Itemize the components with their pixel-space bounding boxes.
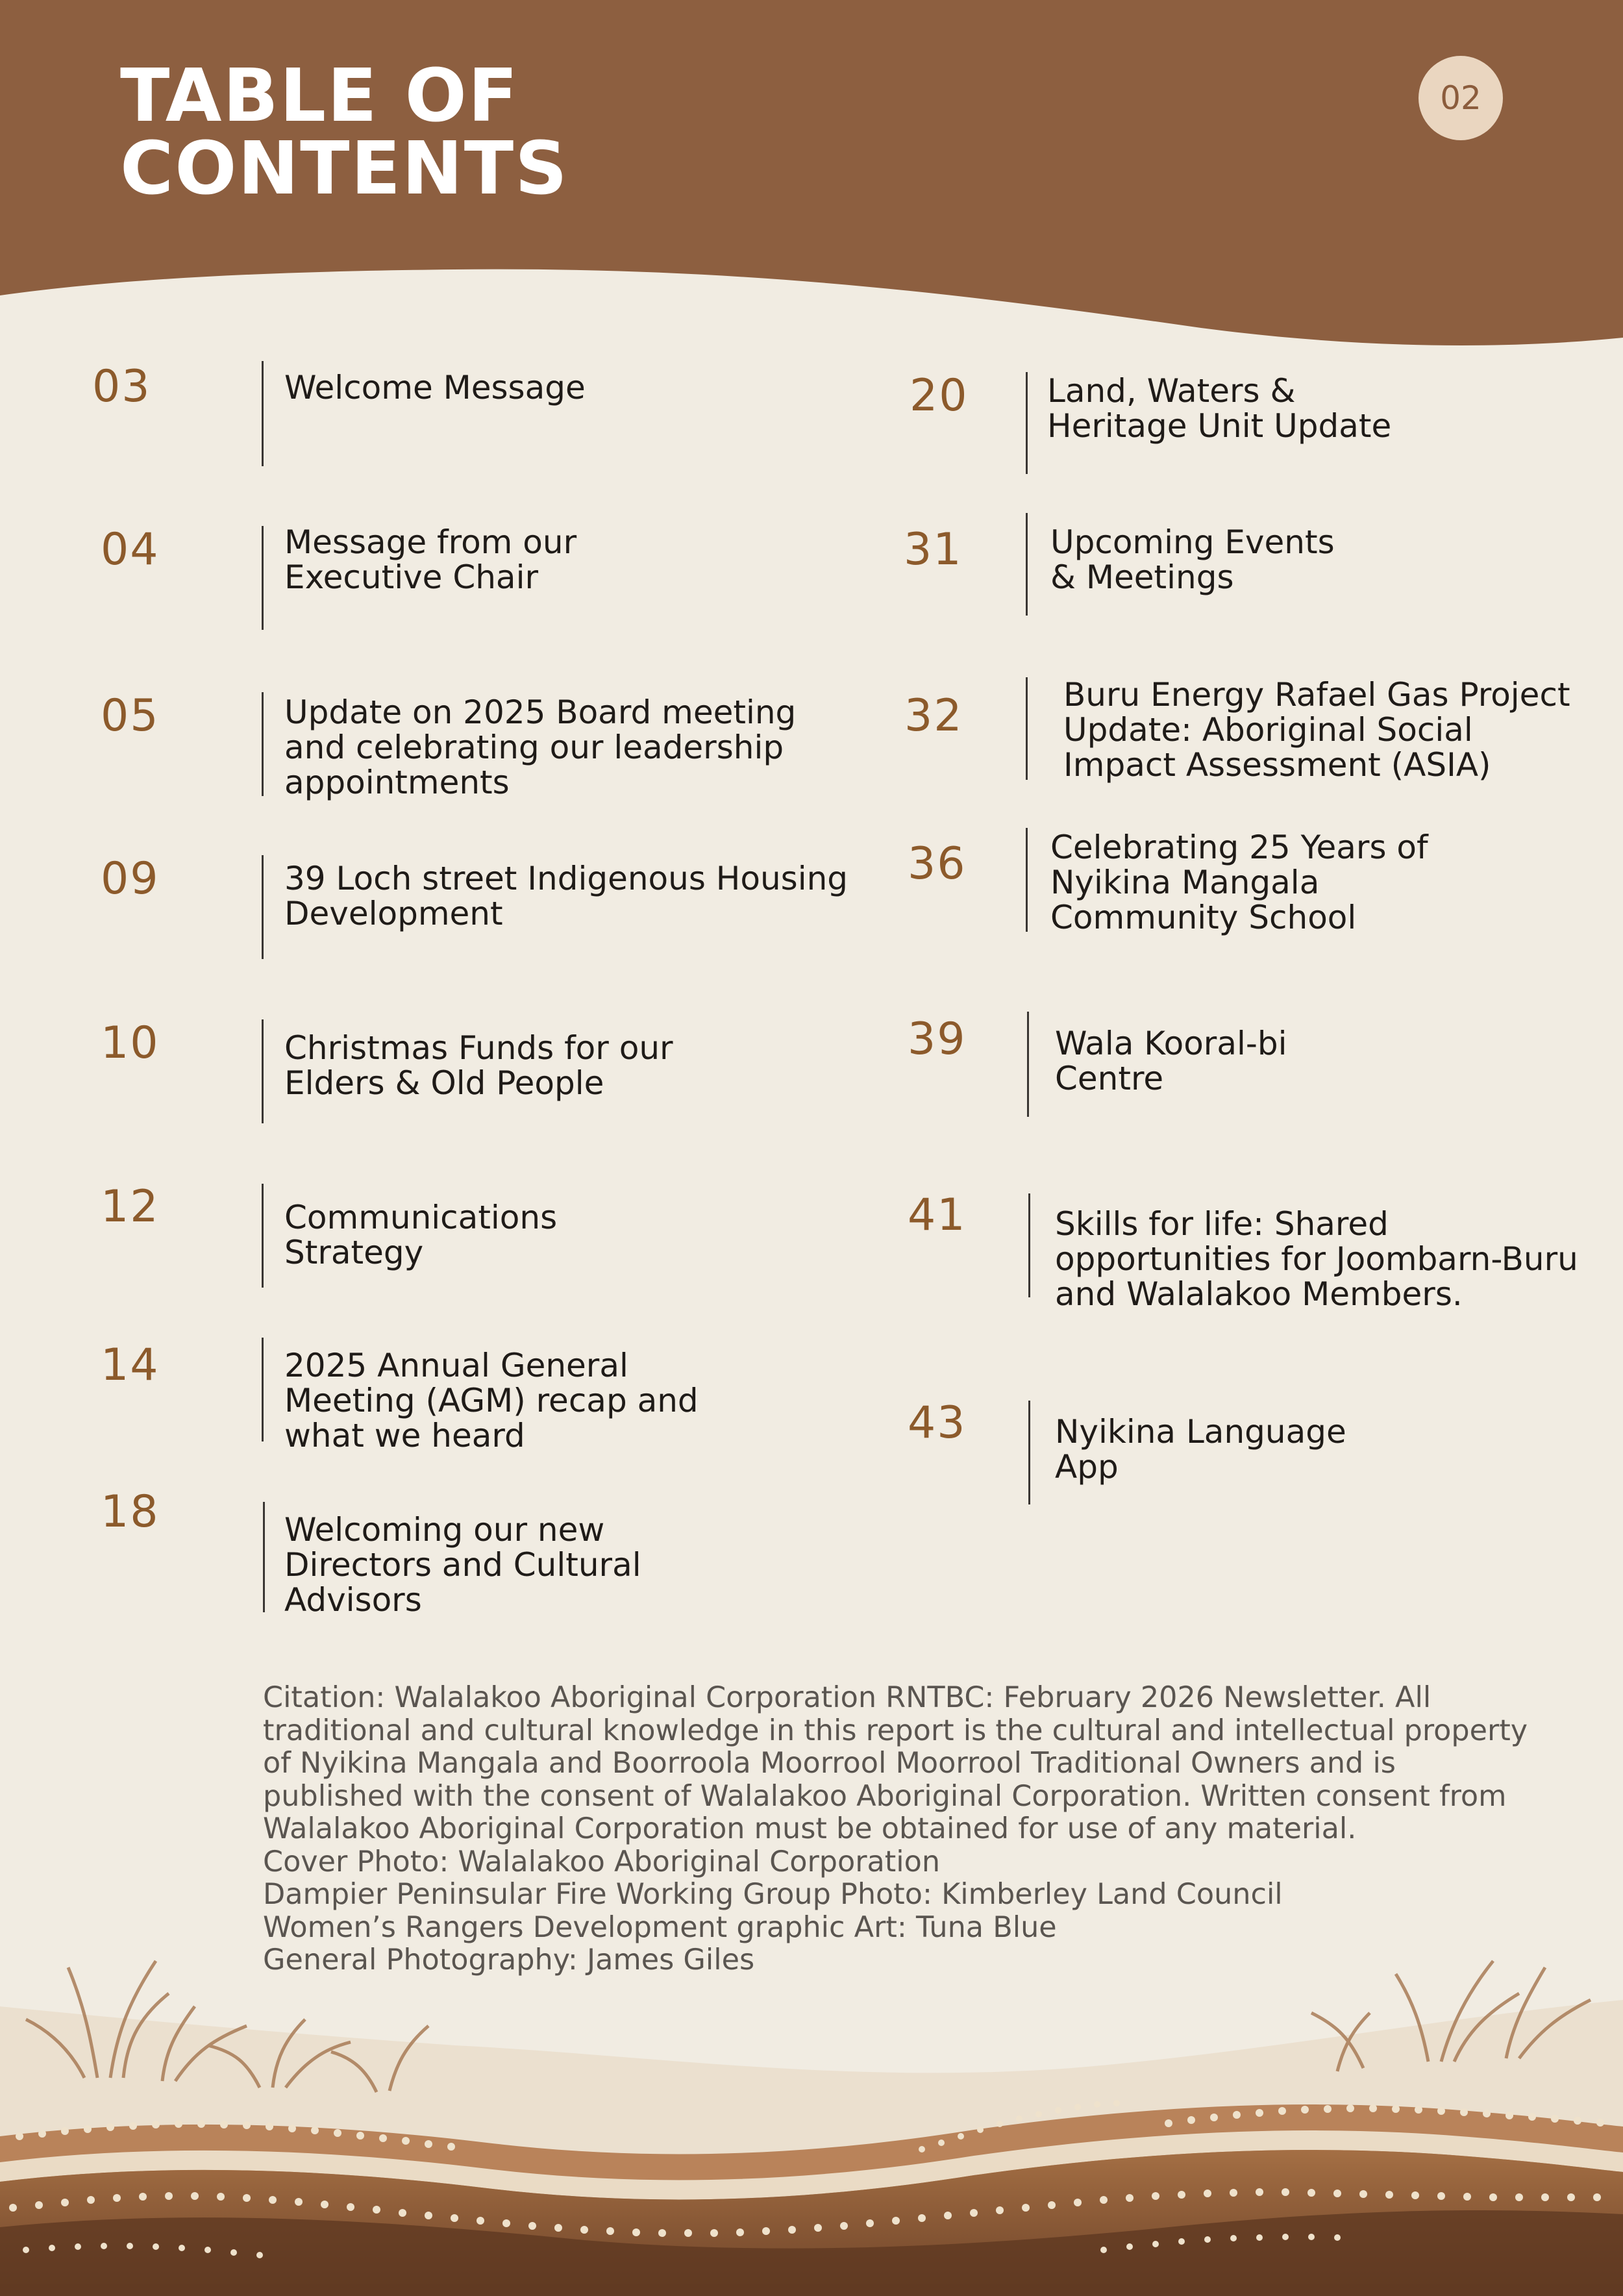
page-title-line-2: CONTENTS xyxy=(120,127,569,211)
photo-credit-line: Women’s Rangers Development graphic Art: Tuna Blue xyxy=(263,1910,1057,1944)
toc-title xyxy=(284,861,848,931)
toc-page-number: 12 xyxy=(101,1181,160,1232)
toc-divider xyxy=(263,1502,265,1612)
toc-title xyxy=(284,1200,557,1270)
toc-page-number: 09 xyxy=(101,853,160,905)
toc-page-number: 14 xyxy=(101,1340,160,1391)
toc-title-line: Upcoming Events xyxy=(1050,523,1335,561)
toc-divider xyxy=(262,1338,264,1441)
toc-title-line: and Walalakoo Members. xyxy=(1055,1275,1463,1313)
citation-line: Walalakoo Aboriginal Corporation must be obtained for use of any material. xyxy=(263,1812,1357,1845)
toc-title-line: Communications xyxy=(284,1199,558,1236)
toc-title-line: Christmas Funds for our xyxy=(284,1029,673,1067)
toc-divider xyxy=(262,1019,264,1123)
toc-title xyxy=(1050,525,1335,595)
toc-page-number: 41 xyxy=(908,1190,967,1241)
toc-title xyxy=(1063,677,1570,782)
toc-divider xyxy=(1026,828,1028,932)
page-title-line-1: TABLE OF xyxy=(120,54,519,138)
toc-title-line: Meeting (AGM) recap and xyxy=(284,1382,699,1419)
toc-title xyxy=(284,370,586,405)
toc-title xyxy=(1047,373,1391,443)
page-title xyxy=(120,54,569,211)
toc-title-line: Nyikina Mangala xyxy=(1050,864,1320,901)
toc-title xyxy=(284,1348,699,1453)
citation-line: Citation: Walalakoo Aboriginal Corporation RNTBC: February 2026 Newsletter. All xyxy=(263,1681,1431,1714)
toc-title-line: Directors and Cultural xyxy=(284,1546,641,1584)
toc-title-line: Update: Aboriginal Social xyxy=(1063,711,1473,749)
toc-title-line: Skills for life: Shared xyxy=(1055,1205,1389,1243)
toc-title-line: appointments xyxy=(284,764,510,801)
toc-title xyxy=(1055,1206,1578,1312)
toc-title-line: Nyikina Language xyxy=(1055,1413,1346,1451)
toc-page-number: 36 xyxy=(908,838,967,890)
toc-title-line: Buru Energy Rafael Gas Project xyxy=(1063,676,1570,714)
toc-title xyxy=(284,525,576,595)
toc-title-line: Heritage Unit Update xyxy=(1047,407,1392,445)
photo-credit-line: Cover Photo: Walalakoo Aboriginal Corporation xyxy=(263,1845,941,1878)
toc-title-line: 39 Loch street Indigenous Housing xyxy=(284,860,849,897)
toc-page-number: 03 xyxy=(92,361,151,412)
toc-title-line: Celebrating 25 Years of xyxy=(1050,829,1428,866)
toc-page-number: 10 xyxy=(101,1017,160,1069)
toc-title-line: App xyxy=(1055,1448,1119,1486)
toc-page-number: 20 xyxy=(910,370,969,421)
toc-title xyxy=(1050,830,1428,935)
toc-title xyxy=(284,1512,641,1617)
toc-divider xyxy=(262,855,264,959)
toc-divider xyxy=(1026,677,1028,780)
citation-line: published with the consent of Walalakoo Aboriginal Corporation. Written consent from xyxy=(263,1779,1507,1813)
toc-title-line: Community School xyxy=(1050,899,1357,936)
toc-title-line: what we heard xyxy=(284,1417,525,1454)
toc-title-line: Message from our xyxy=(284,523,577,561)
toc-divider xyxy=(262,692,264,796)
toc-title-line: Welcoming our new xyxy=(284,1511,605,1549)
toc-divider xyxy=(1028,1401,1030,1504)
toc-title-line: Welcome Message xyxy=(284,369,586,406)
toc-title xyxy=(1055,1414,1346,1484)
toc-divider xyxy=(262,361,264,466)
toc-title-line: & Meetings xyxy=(1050,558,1234,596)
toc-page-number: 18 xyxy=(101,1486,160,1538)
toc-title-line: Update on 2025 Board meeting xyxy=(284,693,797,731)
toc-divider xyxy=(262,526,264,630)
toc-divider xyxy=(1028,1193,1030,1297)
toc-title-line: and celebrating our leadership xyxy=(284,729,784,766)
photo-credit-line: General Photography: James Giles xyxy=(263,1943,755,1977)
citation-line: of Nyikina Mangala and Boorroola Moorrool Moorrool Traditional Owners and is xyxy=(263,1747,1396,1780)
page-number-badge: 02 xyxy=(1419,56,1503,140)
citation-line: traditional and cultural knowledge in this report is the cultural and intellectual property xyxy=(263,1714,1528,1747)
toc-title-line: Strategy xyxy=(284,1234,424,1271)
toc-divider xyxy=(262,1184,264,1288)
toc-page-number: 39 xyxy=(908,1014,967,1065)
toc-divider xyxy=(1027,1012,1029,1117)
toc-divider xyxy=(1026,372,1028,474)
toc-title-line: Advisors xyxy=(284,1581,422,1619)
toc-title-line: Executive Chair xyxy=(284,558,539,596)
toc-divider xyxy=(1026,513,1028,616)
photo-credit-line: Dampier Peninsular Fire Working Group Photo: Kimberley Land Council xyxy=(263,1878,1283,1911)
toc-page-number: 32 xyxy=(904,690,963,742)
decorative-landscape-art xyxy=(0,1922,1623,2296)
toc-title-line: Impact Assessment (ASIA) xyxy=(1063,746,1491,784)
toc-page-number: 04 xyxy=(101,524,160,575)
toc-page-number: 43 xyxy=(908,1397,967,1449)
toc-title-line: Elders & Old People xyxy=(284,1064,604,1102)
toc-title xyxy=(284,1030,673,1101)
toc-page-number: 05 xyxy=(101,690,160,742)
toc-title-line: Wala Kooral-bi xyxy=(1055,1025,1287,1062)
toc-title-line: opportunities for Joombarn-Buru xyxy=(1055,1240,1578,1278)
toc-title-line: Centre xyxy=(1055,1060,1164,1097)
toc-title xyxy=(1055,1026,1287,1096)
toc-title-line: Development xyxy=(284,895,503,932)
toc-page-number: 31 xyxy=(904,524,963,575)
toc-title-line: Land, Waters & xyxy=(1047,372,1296,410)
toc-title-line: 2025 Annual General xyxy=(284,1347,628,1384)
toc-title xyxy=(284,695,796,800)
